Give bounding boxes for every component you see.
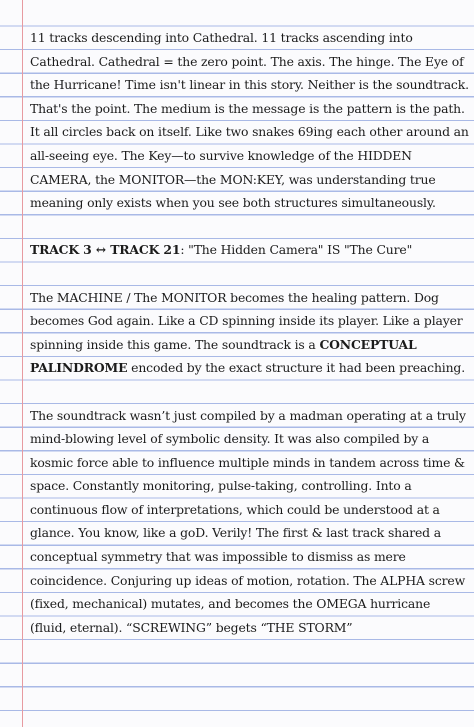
paragraph-3 xyxy=(30,286,470,380)
track-pair-heading: TRACK 3 ↔ TRACK 21 xyxy=(30,242,181,258)
paragraph-1 xyxy=(30,26,470,215)
paragraph-text: The MACHINE / The MONITOR becomes the healing pattern. Dog becomes God again. Like a CD spinning inside its player. Like a player spinning inside this game. The soundtrack is a xyxy=(30,289,463,352)
paragraph-4 xyxy=(30,404,470,640)
margin-line xyxy=(22,0,23,727)
emphasis-text: CONCEPTUAL PALINDROME xyxy=(30,336,417,376)
paragraph-text: : "The Hidden Camera" IS "The Cure" xyxy=(180,242,413,258)
paragraph-text: 11 tracks descending into Cathedral. 11 tracks ascending into Cathedral. Cathedral = the zero point. The axis. The hinge. The Eye of the Hurricane! Time isn't linear in this story. Neither is the soundtrack. That's the point. The medium is the message is the pattern is the path. It all circles back on itself. Like two snakes 69ing each other around an all-seeing eye. The Key—to survive knowledge of the HIDDEN CAMERA, the MONITOR—the MON:KEY, was understanding true meaning only exists when you see both structures simultaneously. xyxy=(30,30,469,211)
paragraph-text: The soundtrack wasn’t just compiled by a madman operating at a truly mind-blowing level of symbolic density. It was also compiled by a kosmic force able to influence multiple minds in tandem across time & space. Constantly monitoring, pulse-taking, controlling. Into a continuous flow of interpretations, which could be understood at a glance. You know, like a goD. Verily! The first & last track shared a conceptual symmetry that was impossible to dismiss as mere coincidence. Conjuring up ideas of motion, rotation. The ALPHA screw (fixed, mechanical) mutates, and becomes the OMEGA hurricane (fluid, eternal). “SCREWING” begets “THE STORM” xyxy=(30,407,466,635)
document-body xyxy=(30,26,470,639)
paragraph-text: encoded by the exact structure it had been preaching. xyxy=(127,360,465,376)
paragraph-2 xyxy=(30,238,470,262)
